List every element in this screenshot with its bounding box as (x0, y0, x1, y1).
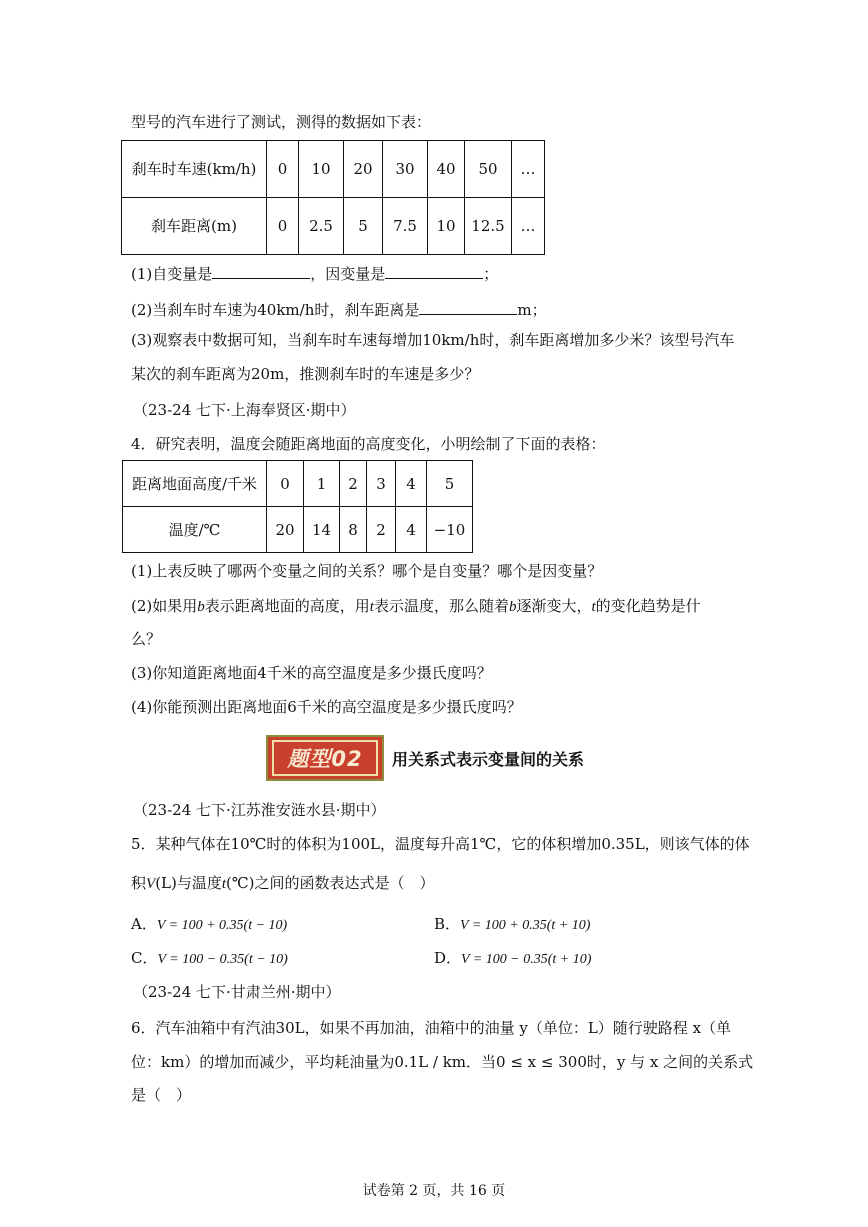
variable-t: t (369, 599, 374, 615)
table-cell: −10 (427, 507, 473, 553)
section-badge (266, 735, 384, 781)
q3-part3-line1: (3)观察表中数据可知，当刹车时车速每增加10km/h时，刹车距离增加多少米？该型号汽车 (131, 331, 735, 349)
answer-blank[interactable] (419, 300, 517, 315)
option-formula: V = 100 + 0.35(t − 10) (156, 918, 288, 933)
q3-1-text-c: ； (483, 265, 499, 283)
table-cell: 5 (344, 198, 383, 255)
table-cell: 10 (299, 141, 344, 198)
row-header: 距离地面高度/千米 (123, 461, 267, 507)
table-cell: 0 (267, 141, 299, 198)
option-label: B． (434, 915, 461, 933)
option-label: A． (131, 915, 157, 933)
table-cell: 4 (396, 461, 427, 507)
q3-intro: 型号的汽车进行了测试，测得的数据如下表： (131, 113, 432, 131)
speed-distance-table (121, 140, 545, 255)
table-cell: 2 (340, 461, 367, 507)
table-cell: 4 (396, 507, 427, 553)
table-cell: 40 (428, 141, 465, 198)
table-cell: 20 (267, 507, 304, 553)
section-title: 用关系式表示变量间的关系 (392, 750, 585, 769)
table-cell: 8 (340, 507, 367, 553)
q5-line1: 5．某种气体在10℃时的体积为100L，温度每升高1℃，它的体积增加0.35L，则该气体的体 (131, 835, 750, 853)
q3-part1 (131, 264, 498, 284)
q4-2-text-d: 逐渐变大， (516, 597, 592, 615)
table-cell: 1 (304, 461, 340, 507)
table-cell: 2.5 (299, 198, 344, 255)
q4-2-text-e: 的变化趋势是什 (595, 597, 701, 615)
table-cell: 7.5 (383, 198, 428, 255)
answer-blank[interactable] (385, 264, 483, 279)
option-b[interactable] (434, 914, 590, 936)
option-formula: V = 100 + 0.35(t + 10) (460, 918, 591, 933)
q6-line1: 6．汽车油箱中有汽油30L，如果不再加油，油箱中的油量 y（单位：L）随行驶路程 x（单 (131, 1019, 732, 1037)
table-row (122, 198, 545, 255)
row-header: 刹车时车速(km/h) (122, 141, 267, 198)
table-cell: … (512, 198, 545, 255)
q4-stem: 4．研究表明，温度会随距离地面的高度变化，小明绘制了下面的表格： (131, 435, 606, 453)
row-header: 刹车距离(m) (122, 198, 267, 255)
q6-line3: 是（ ） (131, 1086, 192, 1104)
page-footer: 试卷第 2 页，共 16 页 (362, 1183, 506, 1199)
q5-text-c: (℃)之间的函数表达式是（ ） (226, 874, 435, 892)
table-cell: 50 (465, 141, 512, 198)
table-cell: 12.5 (465, 198, 512, 255)
table-cell: 0 (267, 198, 299, 255)
row-header: 温度/℃ (123, 507, 267, 553)
q4-part3: (3)你知道距离地面4千米的高空温度是多少摄氏度吗？ (131, 664, 492, 682)
q3-2-text-b: m； (517, 301, 547, 319)
q5-text-a: 积 (131, 874, 147, 892)
q3-1-text-a: (1)自变量是 (131, 265, 213, 283)
answer-blank[interactable] (212, 264, 310, 279)
table-row (123, 507, 473, 553)
option-d[interactable] (434, 948, 591, 970)
table-cell: 10 (428, 198, 465, 255)
variable-t: t (221, 876, 227, 892)
table-cell: 14 (304, 507, 340, 553)
source-label: （23-24 七下·江苏淮安涟水县·期中） (133, 801, 386, 819)
option-a[interactable] (131, 914, 287, 936)
q4-part4: (4)你能预测出距离地面6千米的高空温度是多少摄氏度吗？ (131, 698, 522, 716)
q4-2-text-a: (2)如果用 (131, 597, 198, 615)
table-row (122, 141, 545, 198)
variable-t: t (591, 599, 596, 615)
table-cell: 2 (367, 507, 396, 553)
section-badge-text: 题型02 (272, 740, 378, 776)
source-label: （23-24 七下·甘肃兰州·期中） (133, 983, 341, 1001)
variable-b: b (508, 599, 517, 615)
table-cell: 30 (383, 141, 428, 198)
q3-1-text-b: ，因变量是 (310, 265, 386, 283)
table-cell: 5 (427, 461, 473, 507)
q4-part2-line2: 么？ (131, 630, 162, 648)
q4-2-text-b: 表示距离地面的高度，用 (204, 597, 370, 615)
q5-text-b: (L)与温度 (155, 874, 222, 892)
q3-part3-line2: 某次的刹车距离为20m，推测刹车时的车速是多少？ (131, 365, 480, 383)
table-row (123, 461, 473, 507)
q6-line2: 位：km）的增加而减少，平均耗油量为0.1L / km．当0 ≤ x ≤ 300时，y 与 x 之间的关系式 (131, 1053, 754, 1071)
q4-part1: (1)上表反映了哪两个变量之间的关系？哪个是自变量？哪个是因变量？ (131, 562, 603, 580)
table-cell: 3 (367, 461, 396, 507)
option-label: C． (131, 949, 158, 967)
q5-line2 (131, 873, 435, 894)
variable-b: b (197, 599, 205, 615)
table-cell: 0 (267, 461, 304, 507)
q3-2-text-a: (2)当刹车时车速为40km/h时，刹车距离是 (131, 301, 420, 319)
height-temperature-table (122, 460, 473, 553)
table-cell: 20 (344, 141, 383, 198)
q3-part2 (131, 300, 547, 320)
variable-V: V (146, 876, 156, 892)
option-formula: V = 100 − 0.35(t + 10) (461, 952, 592, 967)
option-formula: V = 100 − 0.35(t − 10) (157, 952, 288, 967)
option-c[interactable] (131, 948, 288, 970)
table-cell: … (512, 141, 545, 198)
source-label: （23-24 七下·上海奉贤区·期中） (133, 401, 356, 419)
q4-2-text-c: 表示温度，那么随着 (373, 597, 509, 615)
option-label: D． (434, 949, 462, 967)
q4-part2-line1 (131, 596, 701, 617)
